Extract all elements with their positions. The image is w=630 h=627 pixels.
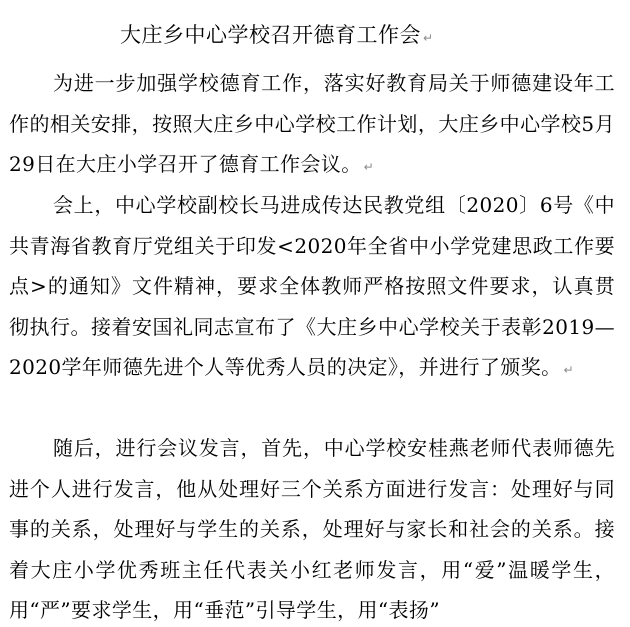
body-paragraph <box>9 428 615 627</box>
paragraph-text: 为进一步加强学校德育工作，落实好教育局关于师德建设年工作的相关安排，按照大庄乡中心学校工作计划，大庄乡中心学校5月29日在大庄小学召开了德育工作会议。 <box>9 71 615 176</box>
paragraph-text: 会上，中心学校副校长马进成传达民教党组〔2020〕6号《中共青海省教育厅党组关于印发<2020年全省中小学党建思政工作要点>的通知》文件精神，要求全体教师严格按照文件要求，认真贯彻执行。接着安国礼同志宣布了《大庄乡中心学校关于表彰2019—2020学年师德先进个人等优秀人员的决定》，并进行了颁奖。 <box>9 193 615 379</box>
paragraph-mark-icon: ↵ <box>563 363 574 377</box>
paragraph-text: 随后，进行会议发言，首先，中心学校安桂燕老师代表师德先进个人进行发言，他从处理好三个关系方面进行发言：处理好与同事的关系，处理好与学生的关系，处理好与家长和社会的关系。接着大庄小学优秀班主任代表关小红老师发言，用“爱”温暖学生，用“严”要求学生，用“垂范”引导学生，用“表扬” <box>9 436 615 622</box>
paragraph-mark-icon: ↵ <box>423 31 434 45</box>
paragraph-mark-icon: ↵ <box>363 160 374 174</box>
document-title <box>120 20 433 53</box>
body-paragraph <box>9 63 615 188</box>
document-title-text: 大庄乡中心学校召开德育工作会 <box>120 23 421 47</box>
body-paragraph <box>9 185 615 391</box>
